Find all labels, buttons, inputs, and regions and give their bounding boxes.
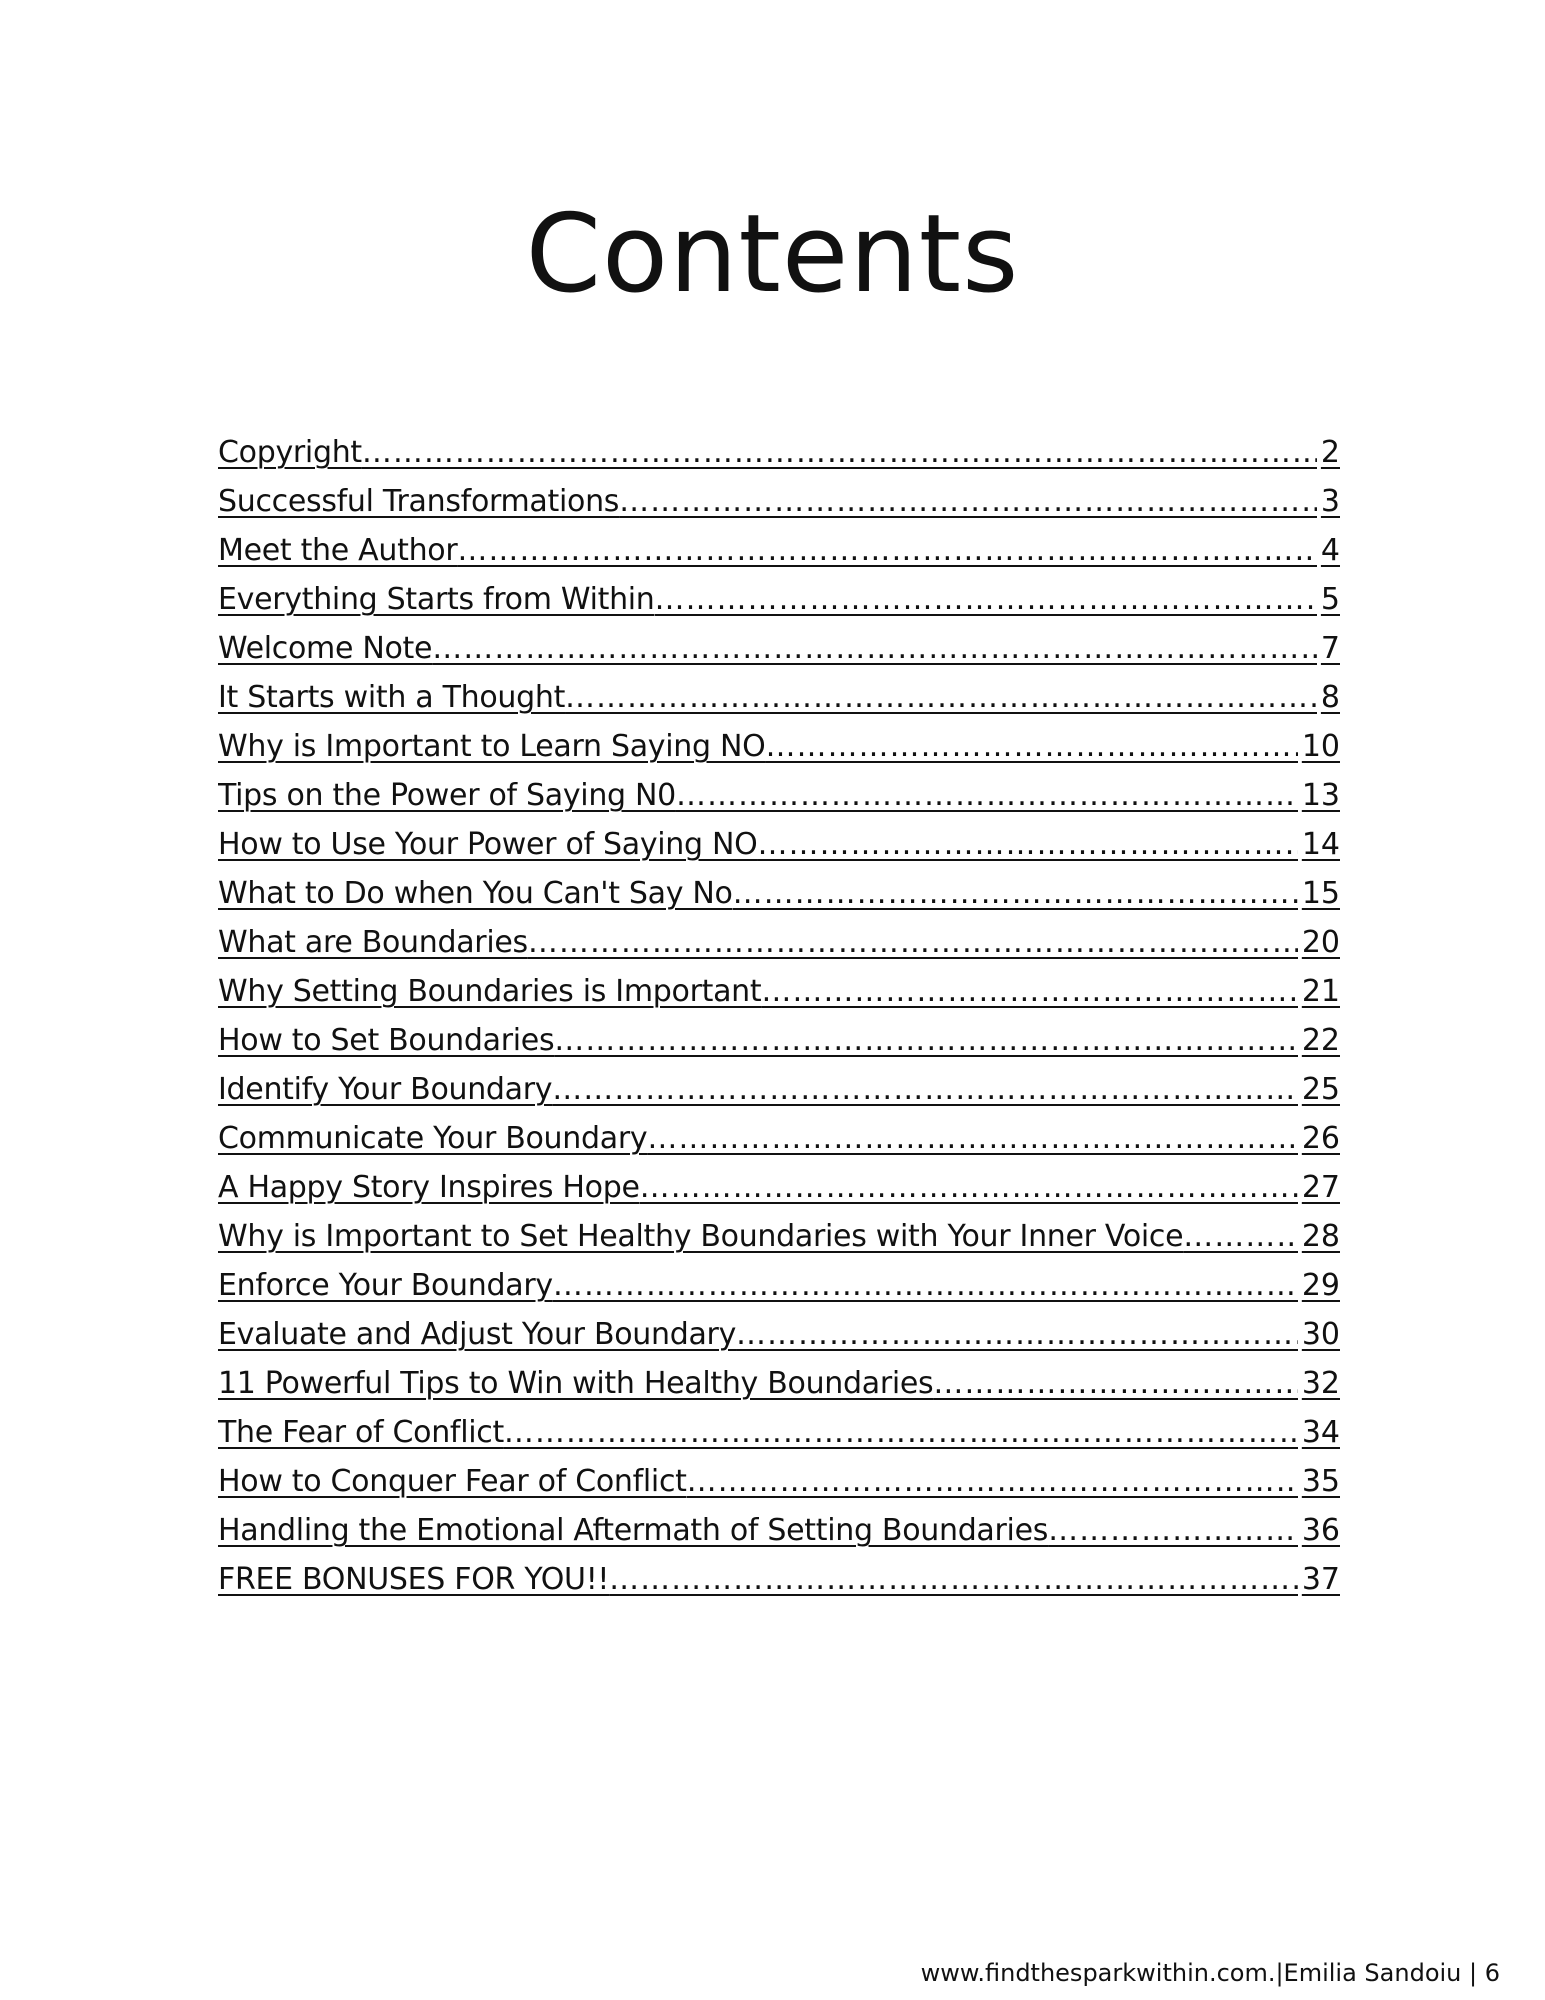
toc-entry[interactable] (218, 1555, 1340, 1604)
toc-leader-dots (640, 1163, 1298, 1212)
toc-leader-dots (676, 771, 1298, 820)
toc-entry[interactable] (218, 820, 1340, 869)
toc-leader-dots (647, 1114, 1298, 1163)
toc-entry-page: 2 (1320, 435, 1340, 470)
toc-entry[interactable] (218, 869, 1340, 918)
toc-entry-title: 11 Powerful Tips to Win with Healthy Boundaries (218, 1366, 934, 1401)
toc-entry[interactable] (218, 428, 1340, 477)
toc-entry-page: 20 (1301, 925, 1340, 960)
toc-entry-page: 21 (1301, 974, 1340, 1009)
toc-leader-dots (504, 1408, 1298, 1457)
toc-leader-dots (757, 820, 1297, 869)
toc-entry-page: 30 (1301, 1317, 1340, 1352)
toc-entry-title: A Happy Story Inspires Hope (218, 1170, 640, 1205)
toc-leader-dots (528, 918, 1298, 967)
toc-leader-dots (761, 967, 1297, 1016)
toc-leader-dots (687, 1457, 1298, 1506)
toc-leader-dots (362, 428, 1317, 477)
toc-entry-page: 14 (1301, 827, 1340, 862)
toc-entry[interactable] (218, 1506, 1340, 1555)
toc-entry-page: 34 (1301, 1415, 1340, 1450)
toc-leader-dots (553, 1261, 1298, 1310)
toc-entry-title: Why is Important to Learn Saying NO (218, 729, 766, 764)
toc-entry-title: Successful Transformations (218, 484, 620, 519)
toc-leader-dots (619, 477, 1317, 526)
toc-entry[interactable] (218, 722, 1340, 771)
toc-entry-title: Meet the Author (218, 533, 458, 568)
toc-leader-dots (733, 869, 1298, 918)
toc-entry-title: Everything Starts from Within (218, 582, 655, 617)
toc-entry[interactable] (218, 1408, 1340, 1457)
toc-entry[interactable] (218, 1261, 1340, 1310)
toc-entry-page: 7 (1320, 631, 1340, 666)
toc-entry-title: How to Use Your Power of Saying NO (218, 827, 758, 862)
toc-leader-dots (933, 1359, 1297, 1408)
toc-entry[interactable] (218, 1114, 1340, 1163)
toc-entry-page: 37 (1301, 1562, 1340, 1597)
toc-entry-page: 25 (1301, 1072, 1340, 1107)
toc-leader-dots (565, 673, 1317, 722)
toc-entry[interactable] (218, 477, 1340, 526)
toc-entry-page: 28 (1301, 1219, 1340, 1254)
toc-entry-title: Welcome Note (218, 631, 433, 666)
toc-entry-title: Copyright (218, 435, 362, 470)
toc-leader-dots (1183, 1212, 1298, 1261)
page-title: Contents (525, 192, 1020, 317)
toc-entry-page: 29 (1301, 1268, 1340, 1303)
toc-entry-page: 3 (1320, 484, 1340, 519)
toc-entry-title: Communicate Your Boundary (218, 1121, 648, 1156)
toc-entry-page: 36 (1301, 1513, 1340, 1548)
toc-leader-dots (609, 1555, 1298, 1604)
toc-leader-dots (736, 1310, 1298, 1359)
toc-entry[interactable] (218, 1065, 1340, 1114)
toc-entry-page: 13 (1301, 778, 1340, 813)
toc-entry-page: 8 (1320, 680, 1340, 715)
toc-entry-title: Why is Important to Set Healthy Boundaries with Your Inner Voice (218, 1219, 1184, 1254)
toc-entry-title: It Starts with a Thought (218, 680, 566, 715)
toc-entry-title: How to Set Boundaries (218, 1023, 555, 1058)
toc-entry[interactable] (218, 1457, 1340, 1506)
toc-entry-title: Why Setting Boundaries is Important (218, 974, 762, 1009)
toc-entry-title: Identify Your Boundary (218, 1072, 553, 1107)
toc-entry[interactable] (218, 1212, 1340, 1261)
toc-entry[interactable] (218, 1163, 1340, 1212)
toc-entry-page: 27 (1301, 1170, 1340, 1205)
toc-entry-title: Tips on the Power of Saying N0 (218, 778, 676, 813)
toc-entry-title: Evaluate and Adjust Your Boundary (218, 1317, 737, 1352)
toc-entry[interactable] (218, 575, 1340, 624)
toc-entry[interactable] (218, 673, 1340, 722)
toc-entry-page: 5 (1320, 582, 1340, 617)
toc-entry[interactable] (218, 1359, 1340, 1408)
toc-entry-title: Enforce Your Boundary (218, 1268, 553, 1303)
toc-entry[interactable] (218, 624, 1340, 673)
toc-leader-dots (1048, 1506, 1298, 1555)
toc-entry[interactable] (218, 1310, 1340, 1359)
toc-entry-title: How to Conquer Fear of Conflict (218, 1464, 687, 1499)
toc-entry-page: 26 (1301, 1121, 1340, 1156)
toc-entry-page: 22 (1301, 1023, 1340, 1058)
toc-entry-title: What are Boundaries (218, 925, 528, 960)
toc-entry-page: 32 (1301, 1366, 1340, 1401)
toc-leader-dots (655, 575, 1317, 624)
toc-entry-title: The Fear of Conflict (218, 1415, 504, 1450)
toc-leader-dots (554, 1016, 1298, 1065)
toc-entry[interactable] (218, 918, 1340, 967)
toc-entry-title: Handling the Emotional Aftermath of Setting Boundaries (218, 1513, 1049, 1548)
toc-entry[interactable] (218, 1016, 1340, 1065)
toc-entry-page: 35 (1301, 1464, 1340, 1499)
toc-leader-dots (552, 1065, 1298, 1114)
toc-entry-page: 10 (1301, 729, 1340, 764)
toc-leader-dots (432, 624, 1317, 673)
toc-leader-dots (457, 526, 1317, 575)
toc-entry[interactable] (218, 967, 1340, 1016)
table-of-contents (218, 428, 1340, 1604)
toc-entry-title: What to Do when You Can't Say No (218, 876, 733, 911)
toc-leader-dots (765, 722, 1297, 771)
toc-entry[interactable] (218, 771, 1340, 820)
toc-entry-page: 4 (1320, 533, 1340, 568)
toc-entry[interactable] (218, 526, 1340, 575)
page-footer: www.findthesparkwithin.com.|Emilia Sandoiu | 6 (920, 1959, 1500, 1987)
toc-entry-title: FREE BONUSES FOR YOU!! (218, 1562, 610, 1597)
toc-entry-page: 15 (1301, 876, 1340, 911)
